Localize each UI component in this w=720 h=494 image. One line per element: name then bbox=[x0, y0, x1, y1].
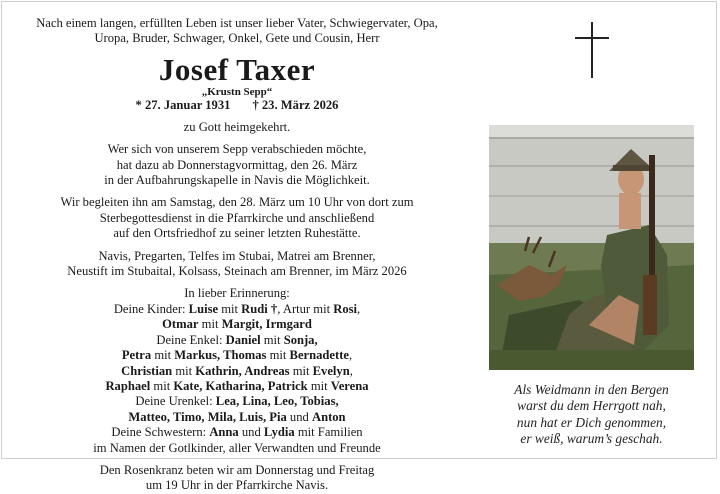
poem-line-1: Als Weidmann in den Bergen bbox=[514, 382, 669, 397]
memory-heading: In lieber Erinnerung: bbox=[184, 286, 290, 301]
grandchildren-line-1: Deine Enkel: Daniel mit Sonja, bbox=[156, 332, 318, 347]
poem-line-4: er weiß, warum’s geschah. bbox=[520, 430, 663, 446]
places-line-1: Navis, Pregarten, Telfes im Stubai, Matrei am Brenner, bbox=[98, 248, 376, 263]
great-grandchildren-line-2: Matteo, Timo, Mila, Luis, Pia und Anton bbox=[128, 409, 346, 424]
children-line-2: Otmar mit Margit, Irmgard bbox=[162, 317, 312, 332]
life-dates bbox=[2, 98, 472, 113]
birth-date: * 27. Januar 1931 bbox=[135, 97, 231, 112]
children-line-1: Deine Kinder: Luise mit Rudi †, Artur mit Rosi, bbox=[113, 301, 361, 316]
homecoming-text: zu Gott heimgekehrt. bbox=[183, 119, 291, 134]
funeral-line-1: Wir begleiten ihn am Samstag, den 28. März um 10 Uhr von dort zum bbox=[60, 195, 414, 210]
death-date: † 23. März 2026 bbox=[252, 97, 339, 112]
memorial-poem bbox=[483, 382, 700, 447]
intro-line-2: Uropa, Bruder, Schwager, Onkel, Gete und Cousin, Herr bbox=[94, 31, 380, 46]
farewell-line-3: in der Aufbahrungskapelle in Navis die Möglichkeit. bbox=[104, 173, 370, 188]
funeral-line-3: auf den Ortsfriedhof zu seiner letzten Ruhestätte. bbox=[113, 226, 361, 241]
hunter-portrait-photo bbox=[489, 125, 694, 370]
grandchildren-line-4: Raphael mit Kate, Katharina, Patrick mit Verena bbox=[105, 378, 369, 393]
farewell-line-2: hat dazu ab Donnerstagvormittag, den 26. März bbox=[116, 157, 358, 172]
grandchildren-line-3: Christian mit Kathrin, Andreas mit Evelyn, bbox=[121, 363, 353, 378]
deceased-name: Josef Taxer bbox=[158, 51, 316, 87]
grandchildren-line-2: Petra mit Markus, Thomas mit Bernadette, bbox=[121, 348, 353, 363]
deceased-nickname: „Krustn Sepp“ bbox=[201, 85, 273, 98]
funeral-line-2: Sterbegottesdienst in die Pfarrkirche und anschließend bbox=[99, 210, 375, 225]
notice-text-column bbox=[2, 16, 472, 494]
poem-line-3: nun hat er Dich genommen, bbox=[516, 414, 667, 430]
sisters-line: Deine Schwestern: Anna und Lydia mit Familien bbox=[111, 425, 363, 440]
death-notice bbox=[1, 1, 717, 493]
farewell-line-1: Wer sich von unserem Sepp verabschieden möchte, bbox=[107, 142, 367, 157]
poem-line-2: warst du dem Herrgott nah, bbox=[517, 398, 666, 414]
intro-line-1: Nach einem langen, erfüllten Leben ist unser lieber Vater, Schwiegervater, Opa, bbox=[36, 16, 438, 30]
closing-line: im Namen der Gotlkinder, aller Verwandten und Freunde bbox=[93, 440, 381, 455]
rosary-line-2: um 19 Uhr in der Pfarrkirche Navis. bbox=[145, 478, 329, 493]
cross-icon bbox=[575, 22, 609, 78]
rosary-line-1: Den Rosenkranz beten wir am Donnerstag und Freitag bbox=[99, 462, 375, 477]
great-grandchildren-line-1: Deine Urenkel: Lea, Lina, Leo, Tobias, bbox=[135, 394, 339, 409]
places-line-2: Neustift im Stubaital, Kolsass, Steinach am Brenner, im März 2026 bbox=[67, 264, 407, 279]
